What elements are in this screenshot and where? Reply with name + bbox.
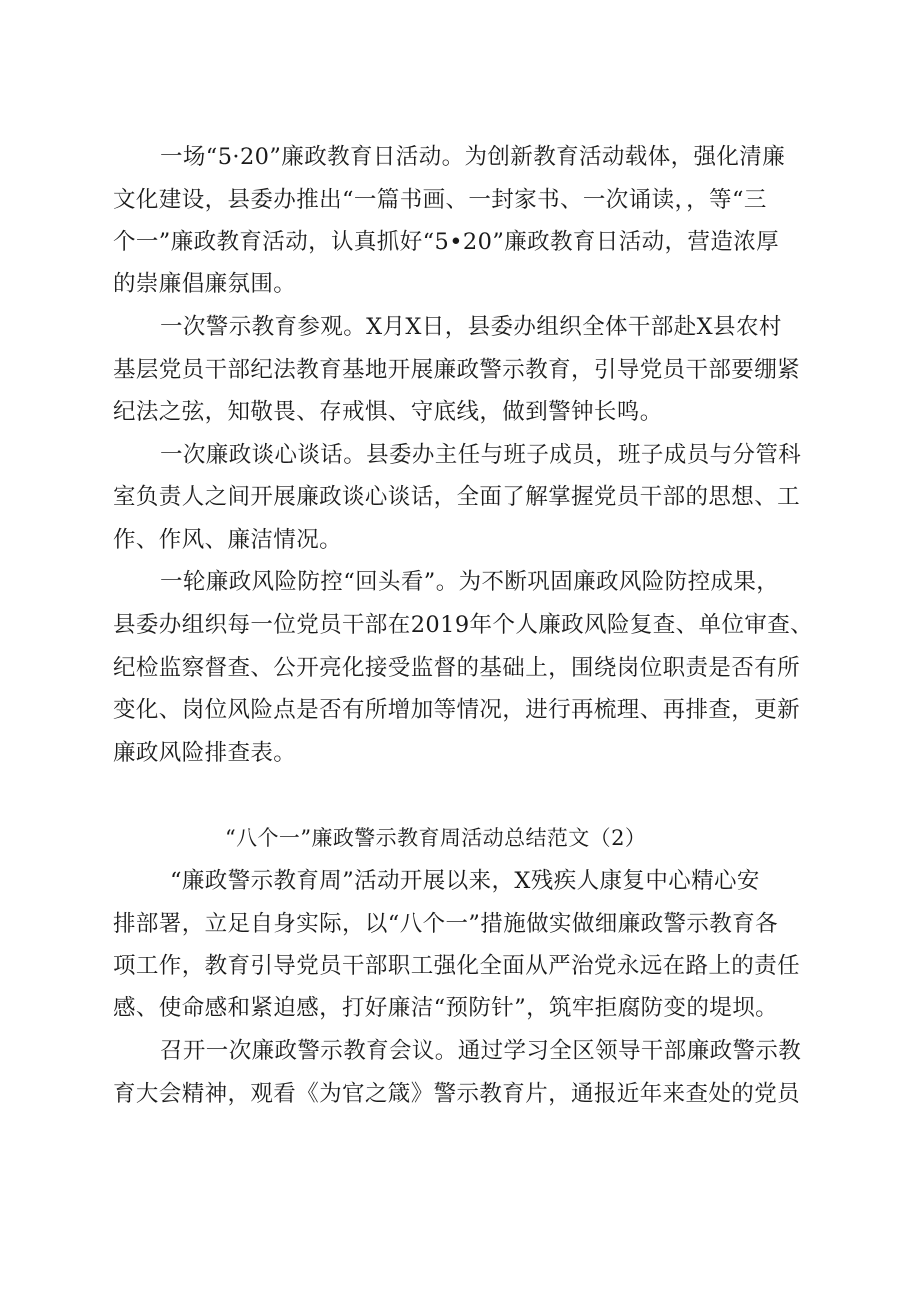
paragraph-line: 变化、岗位风险点是否有所增加等情况，进行再梳理、再排查，更新 [113,697,801,723]
paragraph-line: 作、作风、廉洁情况。 [113,527,343,553]
paragraph-line: 个一”廉政教育活动，认真抓好“5•20”廉政教育日活动，营造浓厚 [113,229,780,255]
paragraph-line: 召开一次廉政警示教育会议。通过学习全区领导干部廉政警示教 [160,1038,802,1064]
paragraph-line: 纪法之弦，知敬畏、存戒惧、守底线，做到警钟长鸣。 [113,399,663,425]
paragraph-line: “廉政警示教育周”活动开展以来，X残疾人康复中心精心安 [170,868,760,894]
section-title: “八个一”廉政警示教育周活动总结范文（2） [225,826,647,850]
paragraph-line: 排部署，立足自身实际，以“八个一”措施做实做细廉政警示教育各 [113,911,779,937]
paragraph-line: 项工作，教育引导党员干部职工强化全面从严治党永远在路上的责任 [113,953,801,979]
paragraph-line: 室负责人之间开展廉政谈心谈话，全面了解掌握党员干部的思想、工 [113,484,801,510]
paragraph-line: 基层党员干部纪法教育基地开展廉政警示教育，引导党员干部要绷紧 [113,357,801,383]
paragraph-line: 廉政风险排查表。 [113,740,297,766]
paragraph-line: 一场“5·20”廉政教育日活动。为创新教育活动载体，强化清廉 [160,144,786,170]
paragraph-line: 文化建设，县委办推出“一篇书画、一封家书、一次诵读，，等“三 [113,187,767,213]
paragraph-line: 一次廉政谈心谈话。县委办主任与班子成员，班子成员与分管科 [160,442,802,468]
paragraph-line: 纪检监察督查、公开亮化接受监督的基础上，围绕岗位职责是否有所 [113,655,801,681]
paragraph-line: 一次警示教育参观。X月X日，县委办组织全体干部赴X县农村 [160,314,782,340]
paragraph-line: 一轮廉政风险防控“回头看”。为不断巩固廉政风险防控成果， [160,569,780,595]
paragraph-line: 感、使命感和紧迫感，打好廉洁“预防针”，筑牢拒腐防变的堤坝。 [113,995,779,1021]
paragraph-line: 的崇廉倡廉氛围。 [113,271,297,297]
paragraph-line: 县委办组织每一位党员干部在2019年个人廉政风险复查、单位审查、 [113,612,814,638]
paragraph-line: 育大会精神，观看《为官之箴》警示教育片，通报近年来查处的党员 [113,1081,801,1107]
